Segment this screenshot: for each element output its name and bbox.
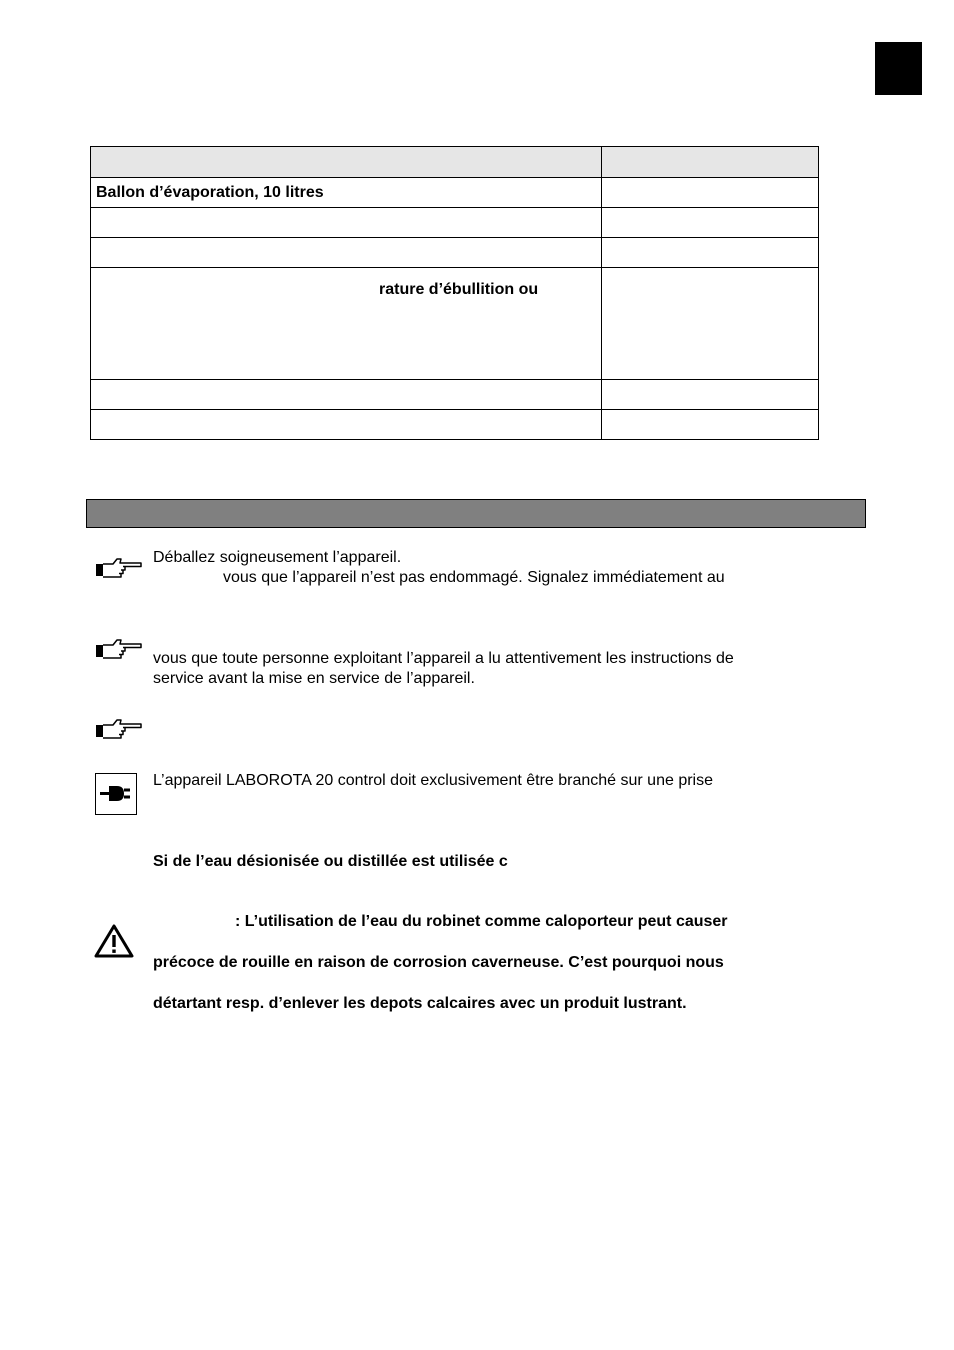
pointing-hand-icon <box>95 717 143 743</box>
pointing-hand-icon <box>95 556 143 582</box>
table-cell <box>602 268 819 380</box>
warning-triangle-icon <box>94 923 134 959</box>
table-cell <box>602 178 819 208</box>
instruction-text: vous que toute personne exploitant l’appareil a lu attentivement les instructions de <box>153 650 734 667</box>
table-cell <box>602 238 819 268</box>
table-row <box>91 238 819 268</box>
pointing-hand-icon <box>95 637 143 663</box>
table-cell-text: rature d’ébullition ou <box>379 280 539 298</box>
power-plug-icon <box>95 773 137 815</box>
table-row <box>91 268 819 380</box>
table-cell <box>91 268 602 380</box>
table-cell <box>91 208 602 238</box>
specification-table <box>90 146 819 440</box>
instruction-text: Déballez soigneusement l’appareil. <box>153 549 402 566</box>
warning-text: précoce de rouille en raison de corrosion caverneuse. C’est pourquoi nous <box>153 954 724 971</box>
table-row <box>91 208 819 238</box>
section-header-bar <box>86 499 866 528</box>
water-note-text: Si de l’eau désionisée ou distillée est utilisée c <box>153 853 508 870</box>
table-cell <box>602 380 819 410</box>
table-row <box>91 178 819 208</box>
table-cell: Ballon d’évaporation, 10 litres <box>91 178 602 208</box>
table-header-row <box>91 147 819 178</box>
warning-text: détartant resp. d’enlever les depots calcaires avec un produit lustrant. <box>153 995 687 1012</box>
warning-text: : L’utilisation de l’eau du robinet comme caloporteur peut causer <box>235 913 728 930</box>
table-row <box>91 410 819 440</box>
table-cell <box>602 410 819 440</box>
instruction-text: vous que l’appareil n’est pas endommagé. Signalez immédiatement au <box>223 569 725 586</box>
table-header-cell <box>91 147 602 178</box>
language-tab-marker <box>875 42 922 95</box>
table-cell <box>91 380 602 410</box>
table-header-cell <box>602 147 819 178</box>
instruction-text: service avant la mise en service de l’appareil. <box>153 670 475 687</box>
table-row <box>91 380 819 410</box>
table-cell <box>602 208 819 238</box>
power-requirement-text: L’appareil LABOROTA 20 control doit exclusivement être branché sur une prise <box>153 772 713 789</box>
table-cell <box>91 410 602 440</box>
table-cell <box>91 238 602 268</box>
